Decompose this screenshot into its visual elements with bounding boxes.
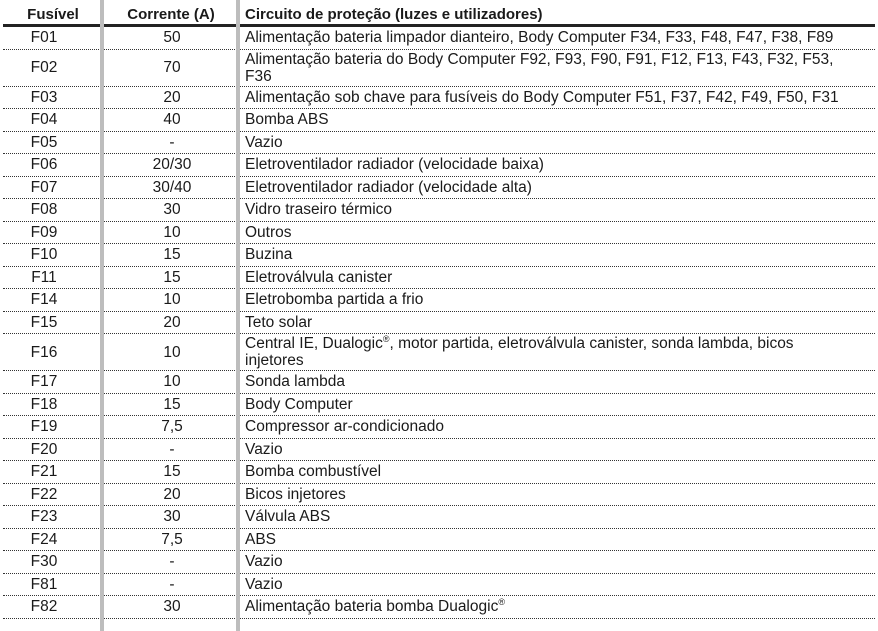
circuit-cell: Vazio: [239, 573, 875, 596]
circuit-cell: Eletrobomba partida a frio: [239, 289, 875, 312]
table-row: [3, 528, 875, 551]
circuit-cell: Válvula ABS: [239, 506, 875, 529]
fuse-cell: F08: [3, 199, 103, 222]
registered-mark: ®: [498, 597, 505, 608]
table-row: [3, 311, 875, 334]
column-divider: [236, 0, 240, 631]
table-row: [3, 334, 875, 371]
current-cell: 50: [103, 26, 239, 50]
current-cell: -: [103, 573, 239, 596]
registered-mark: ®: [382, 334, 390, 344]
circuit-text-part: , motor partida, eletroválvula canister, sonda lambda, bicos injetores: [245, 335, 794, 369]
table-row: [3, 461, 875, 484]
fuse-cell: F07: [3, 176, 103, 199]
current-cell: 7,5: [103, 528, 239, 551]
circuit-cell: Eletroválvula canister: [239, 266, 875, 289]
table-row: [3, 86, 875, 109]
table-row: [3, 371, 875, 394]
circuit-text-part: Alimentação bateria bomba Dualogic: [245, 598, 499, 616]
table-row: [3, 49, 875, 86]
current-cell: 20/30: [103, 154, 239, 177]
circuit-cell: [239, 596, 875, 619]
circuit-cell: Vazio: [239, 131, 875, 154]
table-row: [3, 438, 875, 461]
circuit-cell: Alimentação bateria do Body Computer F92, F93, F90, F91, F12, F13, F43, F32, F53, F36: [239, 49, 875, 86]
circuit-cell: Vidro traseiro térmico: [239, 199, 875, 222]
table-row: [3, 154, 875, 177]
fuse-cell: F04: [3, 109, 103, 132]
fuse-cell: F14: [3, 289, 103, 312]
current-cell: -: [103, 551, 239, 574]
fuse-cell: F11: [3, 266, 103, 289]
current-cell: 7,5: [103, 416, 239, 439]
current-cell: 40: [103, 109, 239, 132]
fuse-cell: F02: [3, 49, 103, 86]
fuse-cell: F23: [3, 506, 103, 529]
table-row: [3, 26, 875, 50]
circuit-cell: Bomba combustível: [239, 461, 875, 484]
table-row: [3, 416, 875, 439]
fuse-cell: F30: [3, 551, 103, 574]
table-row: [3, 393, 875, 416]
current-cell: 15: [103, 266, 239, 289]
fuse-cell: F10: [3, 244, 103, 267]
table-row: [3, 199, 875, 222]
current-cell: 10: [103, 334, 239, 371]
current-cell: 15: [103, 393, 239, 416]
fuse-cell: F24: [3, 528, 103, 551]
table-row: [3, 109, 875, 132]
circuit-cell: Outros: [239, 221, 875, 244]
header-row: [3, 0, 875, 26]
fuse-cell: F21: [3, 461, 103, 484]
circuit-cell: Eletroventilador radiador (velocidade alta): [239, 176, 875, 199]
current-cell: 30: [103, 596, 239, 619]
circuit-cell: [239, 334, 875, 371]
circuit-cell: Eletroventilador radiador (velocidade baixa): [239, 154, 875, 177]
fuse-cell: F19: [3, 416, 103, 439]
fuse-cell: F03: [3, 86, 103, 109]
fuse-cell: F82: [3, 596, 103, 619]
current-cell: 15: [103, 244, 239, 267]
circuit-cell: Bicos injetores: [239, 483, 875, 506]
circuit-cell: Body Computer: [239, 393, 875, 416]
current-cell: 20: [103, 311, 239, 334]
current-cell: 70: [103, 49, 239, 86]
fuse-cell: F09: [3, 221, 103, 244]
current-cell: 30: [103, 199, 239, 222]
circuit-cell: Bomba ABS: [239, 109, 875, 132]
circuit-cell: Buzina: [239, 244, 875, 267]
table-row: [3, 176, 875, 199]
circuit-cell: ABS: [239, 528, 875, 551]
fuse-cell: F06: [3, 154, 103, 177]
table-row: [3, 483, 875, 506]
current-cell: 10: [103, 371, 239, 394]
header-fuse: Fusível: [3, 0, 103, 26]
fuse-cell: F15: [3, 311, 103, 334]
circuit-cell: Alimentação sob chave para fusíveis do Body Computer F51, F37, F42, F49, F50, F31: [239, 86, 875, 109]
circuit-cell: Alimentação bateria limpador dianteiro, Body Computer F34, F33, F48, F47, F38, F89: [239, 26, 875, 50]
current-cell: 10: [103, 289, 239, 312]
table-row: [3, 244, 875, 267]
table-row: [3, 289, 875, 312]
table-row: [3, 266, 875, 289]
fuse-cell: F17: [3, 371, 103, 394]
table-row: [3, 131, 875, 154]
current-cell: 20: [103, 86, 239, 109]
circuit-cell: Vazio: [239, 551, 875, 574]
table-row: [3, 506, 875, 529]
table-row: [3, 551, 875, 574]
circuit-text-part: Central IE, Dualogic: [245, 335, 383, 352]
header-circuit: Circuito de proteção (luzes e utilizadores): [239, 0, 875, 26]
current-cell: 30/40: [103, 176, 239, 199]
current-cell: 20: [103, 483, 239, 506]
current-cell: 30: [103, 506, 239, 529]
fuse-table: [3, 0, 875, 619]
current-cell: 10: [103, 221, 239, 244]
fuse-cell: F22: [3, 483, 103, 506]
table-row: [3, 596, 875, 619]
fuse-cell: F05: [3, 131, 103, 154]
fuse-cell: F18: [3, 393, 103, 416]
fuse-cell: F81: [3, 573, 103, 596]
current-cell: -: [103, 438, 239, 461]
column-divider: [100, 0, 104, 631]
circuit-cell: Vazio: [239, 438, 875, 461]
current-cell: -: [103, 131, 239, 154]
current-cell: 15: [103, 461, 239, 484]
circuit-cell: Sonda lambda: [239, 371, 875, 394]
fuse-cell: F01: [3, 26, 103, 50]
fuse-cell: F16: [3, 334, 103, 371]
table-row: [3, 221, 875, 244]
header-current: Corrente (A): [103, 0, 239, 26]
table-row: [3, 573, 875, 596]
fuse-cell: F20: [3, 438, 103, 461]
circuit-cell: Teto solar: [239, 311, 875, 334]
circuit-cell: Compressor ar-condicionado: [239, 416, 875, 439]
